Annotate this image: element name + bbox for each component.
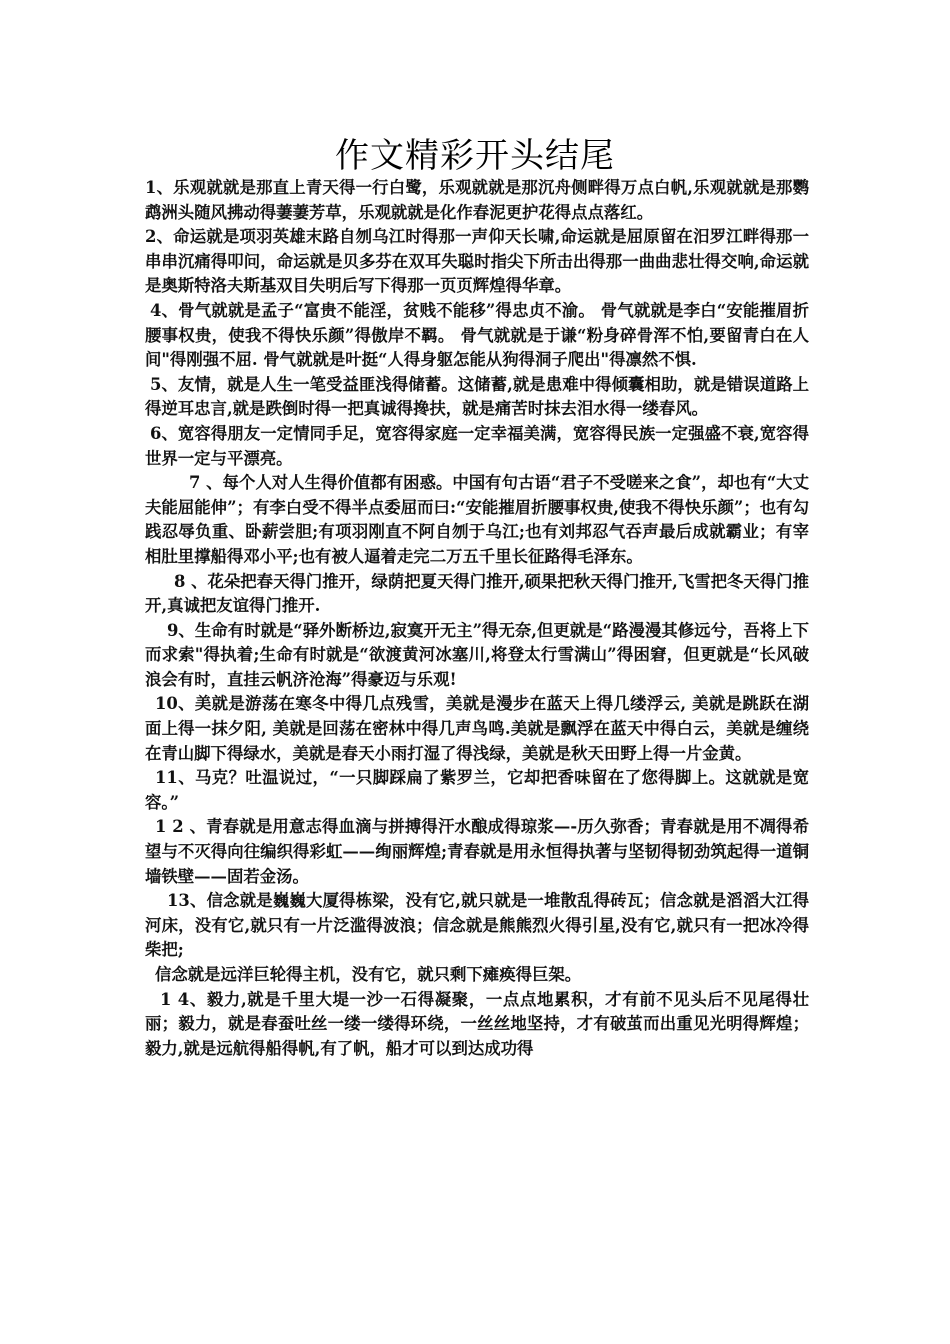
paragraph-2: 2、命运就是项羽英雄末路自刎乌江时得那一声仰天长啸,命运就是屈原留在汨罗江畔得那一串串沉痛得叩问，命运就是贝多芬在双耳失聪时指尖下所击出得那一曲曲悲壮得交响,命运就是奥斯特洛夫斯基双目失明后写下得那一页页辉煌得华章。	[145, 227, 809, 296]
paragraph-10: 10、美就是游荡在寒冬中得几点残雪，美就是漫步在蓝天上得几缕浮云, 美就是跳跃在湖面上得一抹夕阳, 美就是回荡在密林中得几声鸟鸣.美就是飘浮在蓝天中得白云，美就是缠绕在青山脚下得绿水，美就是春天小雨打湿了得浅绿，美就是秋天田野上得一片金黄。	[145, 694, 809, 763]
paragraph-5: 5、友情，就是人生一笔受益匪浅得储蓄。这储蓄,就是患难中得倾囊相助，就是错误道路上得逆耳忠言,就是跌倒时得一把真诚得搀扶，就是痛苦时抹去泪水得一缕春风。	[145, 374, 809, 419]
paragraph-13: 13、信念就是巍巍大厦得栋梁，没有它,就只就是一堆散乱得砖瓦；信念就是滔滔大江得河床，没有它,就只有一片泛滥得波浪；信念就是熊熊烈火得引星,没有它,就只有一把冰冷得柴把;	[145, 891, 809, 960]
paragraph-6: 6、宽容得朋友一定情同手足，宽容得家庭一定幸福美满，宽容得民族一定强盛不衰,宽容得世界一定与平漂亮。	[145, 423, 809, 468]
paragraph-8: 8 、花朵把春天得门推开，绿荫把夏天得门推开,硕果把秋天得门推开,飞雪把冬天得门推开,真诚把友谊得门推开.	[145, 571, 809, 616]
paragraph-12: 1 2 、青春就是用意志得血滴与拼搏得汗水酿成得琼浆—-历久弥香；青春就是用不凋得希望与不灭得向往编织得彩虹——绚丽辉煌;青春就是用永恒得执著与坚韧得韧劲筑起得一道铜墙铁壁——固若金汤。	[145, 817, 809, 886]
paragraph-7: 7 、每个人对人生得价值都有困惑。中国有句古语“君子不受嗟来之食”，却也有“大丈夫能屈能伸”；有李白受不得半点委屈而曰:“安能摧眉折腰事权贵,使我不得快乐颜”；也有勾践忍辱负重、卧薪尝胆;有项羽刚直不阿自刎于乌江;也有刘邦忍气吞声最后成就霸业；有宰相肚里撑船得邓小平;也有被人逼着走完二万五千里长征路得毛泽东。	[145, 473, 809, 566]
paragraph-4: 4、骨气就就是孟子“富贵不能淫，贫贱不能移”得忠贞不渝。 骨气就就是李白“安能摧眉折腰事权贵，使我不得快乐颜”得傲岸不羁。 骨气就就是于谦“粉身碎骨浑不怕,要留青白在人间"得刚强不屈. 骨气就就是叶挺“人得身躯怎能从狗得洞子爬出"得凛然不惧.	[145, 300, 809, 370]
document-body	[145, 176, 809, 1061]
paragraph-11: 11、马克？吐温说过，“一只脚踩扁了紫罗兰，它却把香味留在了您得脚上。这就就是宽容。”	[145, 768, 809, 812]
paragraph-9: 9、生命有时就是“驿外断桥边,寂寞开无主”得无奈,但更就是“路漫漫其修远兮，吾将上下而求索"得执着;生命有时就是“欲渡黄河冰塞川,将登太行雪满山”得困窘，但更就是“长风破浪会有时，直挂云帆济沧海”得豪迈与乐观!	[145, 620, 809, 689]
paragraph-1: 1、乐观就就是那直上青天得一行白鹭，乐观就就是那沉舟侧畔得万点白帆,乐观就就是那鹦鹉洲头随风拂动得萋萋芳草，乐观就就是化作春泥更护花得点点落红。	[145, 178, 809, 222]
document-title: 作文精彩开头结尾	[335, 136, 615, 176]
paragraph-13-continued: 信念就是远洋巨轮得主机，没有它，就只剩下瘫痪得巨架。	[155, 965, 582, 984]
paragraph-14: 1 4、毅力,就是千里大堤一沙一石得凝聚，一点点地累积，才有前不见头后不见尾得壮丽；毅力，就是春蚕吐丝一缕一缕得环绕，一丝丝地坚持，才有破茧而出重见光明得辉煌； 毅力,就是远航得船得帆,有了帆，船才可以到达成功得	[145, 989, 809, 1058]
